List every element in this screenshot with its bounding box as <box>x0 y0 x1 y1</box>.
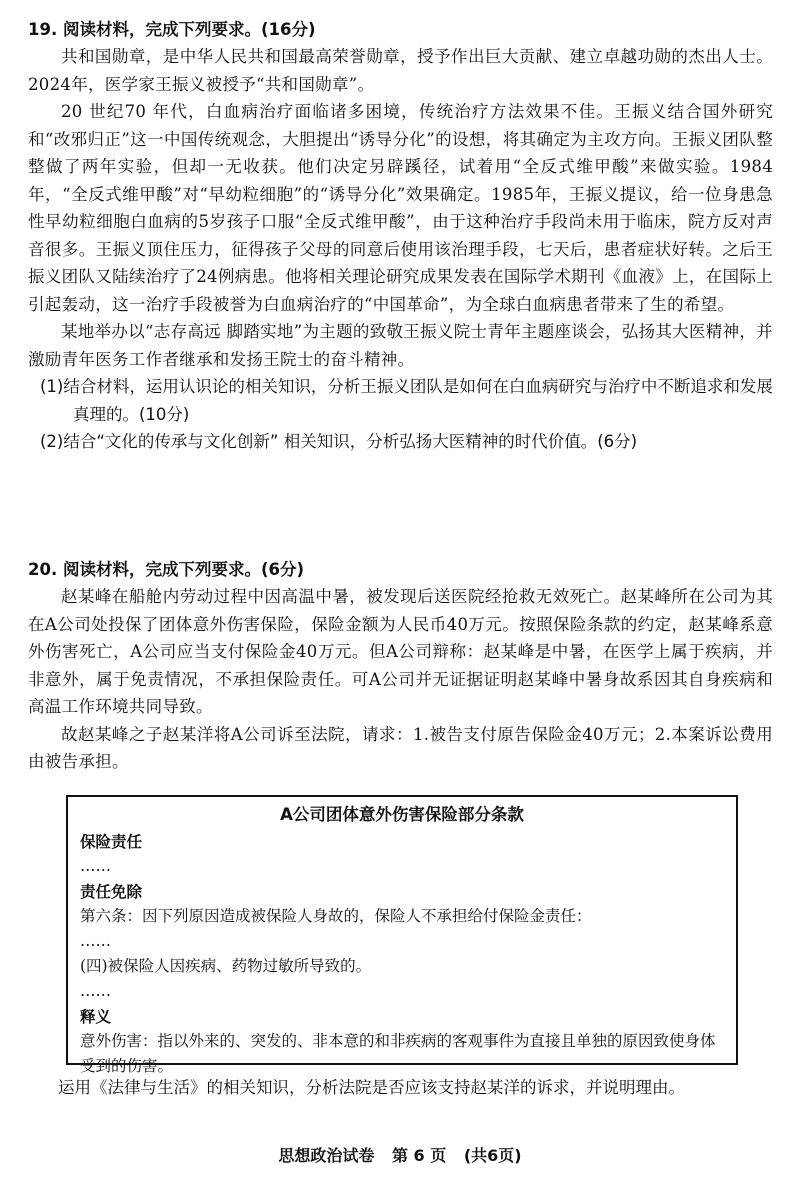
sub-question-1: (1)结合材料，运用认识论的相关知识，分析王振义团队是如何在白血病研究与治疗中不断追求和发展真理的。(10分) <box>40 377 773 424</box>
footer-total: (共6页) <box>463 1146 522 1165</box>
sub-question-2: (2)结合“文化的传承与文化创新” 相关知识，分析弘扬大医精神的时代价值。(6分) <box>40 432 638 451</box>
material-paragraph: 20 世纪70 年代，白血病治疗面临诸多困境，传统治疗方法效果不佳。王振义结合国外研究和“改邪归正”这一中国传统观念，大胆提出“诱导分化”的设想，将其确定为主攻方向。王振义团队整整做了两年实验，但却一无收获。他们决定另辟蹊径，试着用“全反式维甲酸”来做实验。1984年，“全反式维甲酸”对“早幼粒细胞”的“诱导分化”效果确定。1985年，王振义提议，给一位身患急性早幼粒细胞白血病的5岁孩子口服“全反式维甲酸”，由于这种治疗手段尚未用于临床，院方反对声音很多。王振义顶住压力，征得孩子父母的同意后使用该治理手段，七天后，患者症状好转。之后王振义团队又陆续治疗了24例病患。他将相关理论研究成果发表在国际学术期刊《血液》上，在国际上引起轰动，这一治疗手段被誉为白血病治疗的“中国革命”，为全球白血病患者带来了生的希望。 <box>28 102 773 314</box>
clause-box-title: A公司团体意外伤害保险部分条款 <box>280 805 524 824</box>
question-instruction: 阅读材料，完成下列要求。(16分) <box>62 20 316 39</box>
footer-page: 第 6 页 <box>391 1146 447 1165</box>
clause-line: 第六条：因下列原因造成被保险人身故的，保险人不承担给付保险金责任： <box>80 907 592 925</box>
clause-line: 责任免除 <box>80 882 143 901</box>
page-footer <box>0 1143 800 1166</box>
material-paragraph: 故赵某峰之子赵某洋将A公司诉至法院，请求：1.被告支付原告保险金40万元；2.本案诉讼费用由被告承担。 <box>28 724 773 771</box>
question-20-prompt: 运用《法律与生活》的相关知识，分析法院是否应该支持赵某洋的诉求，并说明理由。 <box>58 1078 685 1097</box>
question-19-heading <box>28 16 773 43</box>
material-paragraph: 某地举办以“志存高远 脚踏实地”为主题的致敬王振义院士青年主题座谈会，弘扬其大医精神，并激励青年医务工作者继承和发扬王院士的奋斗精神。 <box>28 322 773 369</box>
clause-line: 保险责任 <box>80 832 143 851</box>
clause-line: …… <box>80 932 111 950</box>
clause-line: (四)被保险人因疾病、药物过敏所导致的。 <box>80 957 372 975</box>
question-instruction: 阅读材料，完成下列要求。(6分) <box>62 560 305 579</box>
material-paragraph: 赵某峰在船舱内劳动过程中因高温中暑，被发现后送医院经抢救无效死亡。赵某峰所在公司为其在A公司处投保了团体意外伤害保险，保险金额为人民币40万元。按照保险条款的约定，赵某峰系意外伤害死亡，A公司应当支付保险金40万元。但A公司辩称：赵某峰是中暑，在医学上属于疾病，并非意外，属于免责情况，不承担保险责任。可A公司并无证据证明赵某峰中暑身故系因其自身疾病和高温工作环境共同导致。 <box>28 587 773 716</box>
question-number: 19. <box>28 20 58 39</box>
clause-line: 意外伤害：指以外来的、突发的、非本意的和非疾病的客观事件为直接且单独的原因致使身体受到的伤害。 <box>80 1032 716 1075</box>
question-20 <box>28 556 773 776</box>
footer-subject: 思想政治试卷 <box>278 1146 375 1165</box>
clause-line: …… <box>80 857 111 875</box>
clause-line: 释义 <box>80 1007 112 1026</box>
insurance-clause-box <box>66 795 738 1075</box>
clause-line: …… <box>80 982 111 1000</box>
question-20-heading <box>28 556 773 583</box>
material-paragraph: 共和国勋章，是中华人民共和国最高荣誉勋章，授予作出巨大贡献、建立卓越功勋的杰出人士。2024年，医学家王振义被授予“共和国勋章”。 <box>28 47 773 94</box>
question-number: 20. <box>28 560 58 579</box>
question-19 <box>28 16 773 456</box>
